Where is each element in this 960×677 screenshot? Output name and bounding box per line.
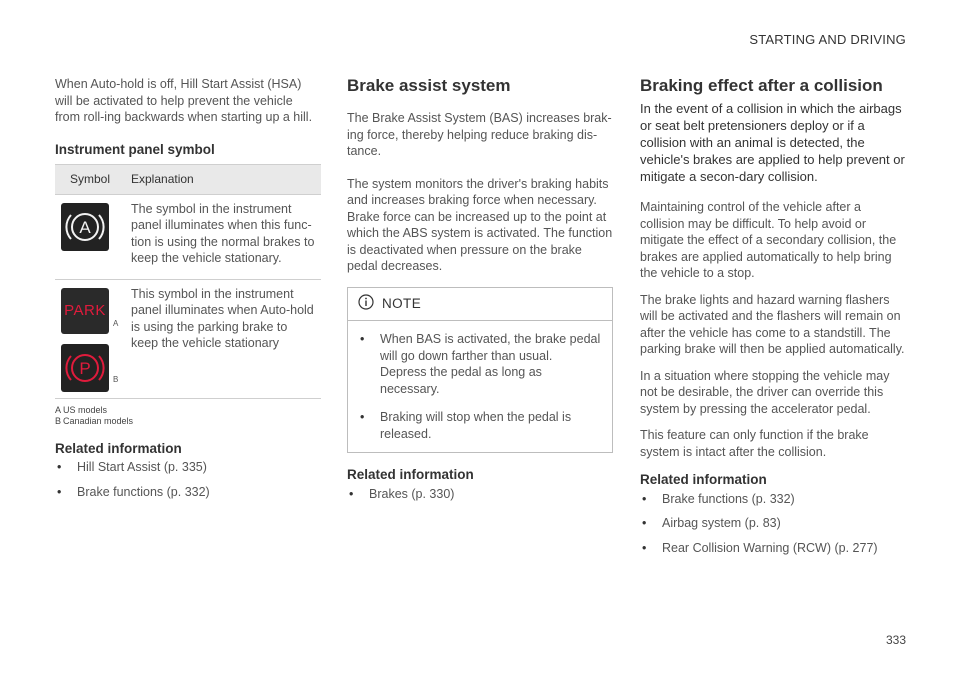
related-link[interactable]: • Brake functions (p. 332) bbox=[57, 484, 210, 499]
section-title: Brake assist system bbox=[347, 76, 511, 95]
note-item: • When BAS is activated, the brake pedal will go down farther than usual. Depress the pedal as long as necessary. bbox=[360, 332, 601, 396]
park-brake-text-icon bbox=[61, 288, 109, 334]
svg-text:A: A bbox=[79, 217, 91, 237]
symbol-column-header: Symbol bbox=[55, 165, 125, 195]
related-links bbox=[347, 486, 613, 503]
body-text: The system monitors the driver's braking habits and increases braking force when necessary. Brake force can be increased up to the point at which the ABS system is activated. The function is deactivated when pressure on the brake pedal decreases. bbox=[347, 176, 613, 273]
body-text: The Brake Assist System (BAS) increases brak-ing force, thereby helping reduce braking dis-tance. bbox=[347, 111, 612, 158]
page-header: STARTING AND DRIVING bbox=[749, 32, 906, 47]
instrument-panel-heading: Instrument panel symbol bbox=[55, 141, 215, 157]
note-title: NOTE bbox=[382, 295, 422, 311]
column-right bbox=[640, 76, 906, 564]
footnote: B Canadian models bbox=[55, 415, 134, 426]
explanation-cell: This symbol in the instrument panel illuminates when Auto-hold is using the parking brake to keep the vehicle stationary bbox=[125, 279, 321, 398]
column-left bbox=[55, 76, 321, 508]
body-text: In a situation where stopping the vehicle may not be desirable, the driver can override this system by pressing the accelerator pedal. bbox=[640, 368, 890, 416]
related-information-heading: Related information bbox=[347, 467, 474, 482]
auto-hold-A-icon bbox=[61, 203, 109, 251]
symbol-cell bbox=[55, 279, 125, 398]
footnote-marker-a: A bbox=[113, 318, 119, 328]
table-footnotes bbox=[55, 405, 321, 427]
related-links bbox=[640, 491, 906, 557]
table-row bbox=[55, 279, 321, 398]
note-item: • Braking will stop when the pedal is released. bbox=[360, 410, 572, 441]
body-text: This feature can only function if the brake system is intact after the collision. bbox=[640, 428, 869, 459]
lead-text: In the event of a collision in which the airbags or seat belt pretensioners deploy or if a collision with an animal is detected, the vehicle's brakes are applied to help prevent or mitigate a secon-dary collision. bbox=[640, 101, 905, 184]
body-text: Maintaining control of the vehicle after a collision may be difficult. To help avoid or mitigate the effect of a secondary collision, the brakes are applied automatically to help bring the vehicle to a stop. bbox=[640, 200, 897, 280]
info-icon bbox=[358, 294, 374, 315]
page-number: 333 bbox=[885, 633, 906, 647]
related-information-heading: Related information bbox=[640, 472, 767, 487]
related-link[interactable]: • Brake functions (p. 332) bbox=[642, 491, 795, 506]
symbol-cell bbox=[55, 194, 125, 279]
related-information-heading: Related information bbox=[55, 440, 182, 456]
section-title: Braking effect after a collision bbox=[640, 76, 883, 95]
footnote: A US models bbox=[55, 404, 108, 415]
note-box bbox=[347, 287, 613, 454]
park-brake-p-icon bbox=[61, 344, 109, 392]
body-text: The brake lights and hazard warning flashers will be activated and the flashers will remain on after the vehicle has come to a standstill. The parking brake will then be applied automatically. bbox=[640, 292, 905, 356]
related-link[interactable]: • Brakes (p. 330) bbox=[349, 486, 455, 501]
hsa-intro-text: When Auto-hold is off, Hill Start Assist (HSA) will be activated to help prevent the vehicle from roll-ing backwards when starting up a hill. bbox=[55, 77, 313, 124]
symbol-table bbox=[55, 164, 321, 399]
related-link[interactable]: • Airbag system (p. 83) bbox=[642, 516, 781, 530]
note-list bbox=[358, 331, 602, 442]
svg-text:P: P bbox=[79, 358, 91, 378]
table-row bbox=[55, 194, 321, 279]
explanation-column-header: Explanation bbox=[125, 165, 321, 195]
related-link[interactable]: • Rear Collision Warning (RCW) (p. 277) bbox=[642, 540, 878, 555]
footnote-marker-b: B bbox=[113, 374, 119, 384]
note-header bbox=[348, 294, 612, 322]
related-link[interactable]: • Hill Start Assist (p. 335) bbox=[57, 460, 207, 474]
explanation-cell: The symbol in the instrument panel illuminates when this func-tion is using the normal brakes to keep the vehicle stationary. bbox=[125, 194, 321, 279]
related-links bbox=[55, 459, 321, 500]
column-middle bbox=[347, 76, 613, 510]
park-icon-label: PARK bbox=[64, 301, 106, 319]
